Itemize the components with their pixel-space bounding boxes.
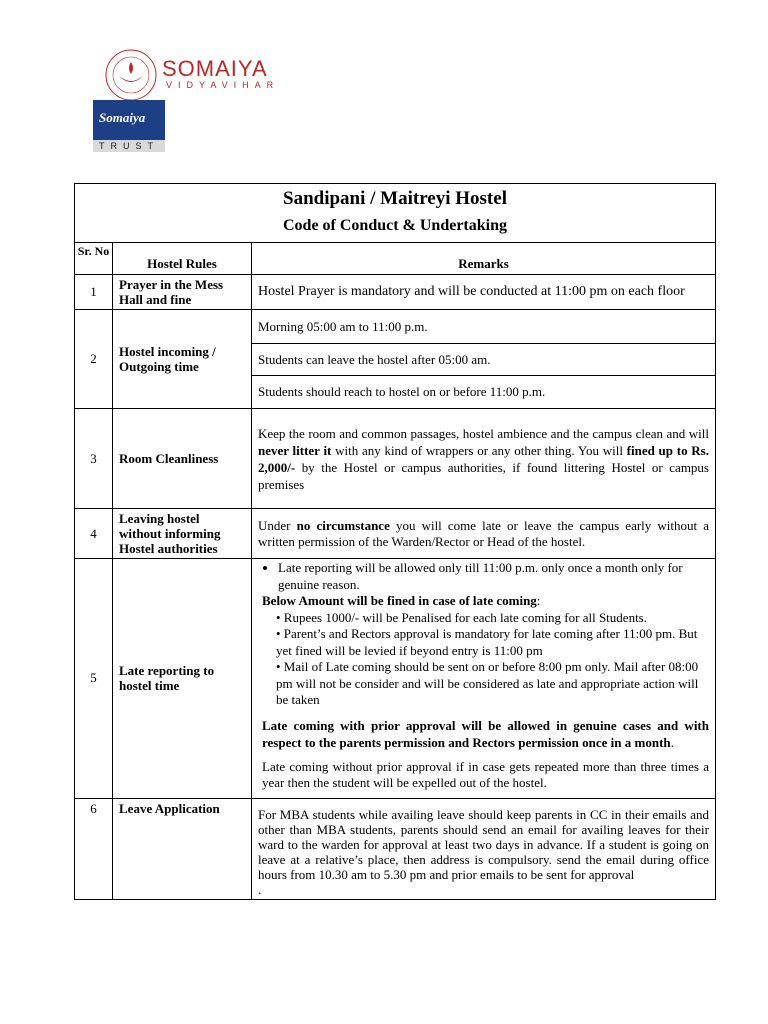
col-hostel-rules: Hostel Rules — [113, 243, 252, 275]
remark-text: by the Hostel or campus authorities, if found littering Hostel or campus premises — [258, 459, 709, 492]
rule-name: Late reporting to hostel time — [113, 559, 252, 799]
list-item: • Parent’s and Rectors approval is mandatory for late coming after 11:00 pm. But yet fined will be levied if beyond entry is 11:00 pm — [276, 626, 698, 658]
remark-text: you will come late or leave the campus early without a written permission of the Warden/Rector or Head of the hostel. — [258, 517, 709, 549]
trust-signature: Somaiya — [99, 110, 146, 125]
row-number: 1 — [75, 275, 113, 310]
prior-approval-note — [258, 717, 709, 751]
somaiya-logo — [104, 48, 294, 98]
remark-emphasis: never litter it — [258, 442, 332, 458]
row-number: 3 — [75, 409, 113, 509]
col-remarks: Remarks — [252, 243, 716, 275]
col-sr-no: Sr. No — [75, 243, 113, 275]
row-number: 6 — [75, 798, 113, 899]
remark-emphasis: no circumstance — [296, 517, 390, 533]
rule-remark — [252, 409, 716, 509]
table-row — [75, 409, 716, 509]
remark-emphasis: fined up to Rs. 2,000/- — [258, 442, 709, 475]
table-title-row — [75, 184, 716, 243]
late-reporting-list — [258, 560, 709, 593]
remark-text: . — [670, 734, 674, 750]
remark-text: Keep the room and common passages, hostel ambience and the campus clean and will — [258, 425, 709, 441]
rule-name: Room Cleanliness — [113, 409, 252, 509]
somaiya-seal-icon — [104, 48, 158, 102]
table-row — [75, 275, 716, 310]
fine-heading-colon: : — [536, 593, 541, 608]
table-row — [75, 559, 716, 799]
row-number: 5 — [75, 559, 113, 799]
leave-application-text: For MBA students while availing leave should keep parents in CC in their emails and other than MBA students, parents should send an email for availing leaves for their ward to the warden for approval at least two days in advance. If a student is going on leave at a relative’s place, then address is compulsory. send the email during office hours from 10.30 am to 5.30 pm and prior emails to be sent for approval — [258, 806, 709, 882]
expulsion-note: Late coming without prior approval if in case gets repeated more than three times a year then the student will be expelled out of the hostel. — [262, 758, 709, 790]
table-row — [75, 509, 716, 559]
brand-name: SOMAIYA — [162, 56, 268, 81]
rule-name: Hostel incoming / Outgoing time — [113, 310, 252, 409]
rule-remark — [252, 509, 716, 559]
rule-remark — [252, 559, 716, 799]
page-subtitle: Code of Conduct & Undertaking — [282, 217, 507, 234]
fine-heading: Below Amount will be fined in case of late coming — [262, 593, 537, 608]
brand-subtitle: VIDYAVIHAR — [166, 80, 280, 90]
page-title: Sandipani / Maitreyi Hostel — [283, 188, 507, 209]
column-header-row — [75, 243, 716, 275]
rule-remark: Morning 05:00 am to 11:00 p.m. — [252, 310, 716, 344]
list-item: • Mail of Late coming should be sent on or before 8:00 pm only. Mail after 08:00 pm will not be consider and will be considered as late and appropriate action will be taken — [276, 659, 699, 707]
table-row — [75, 310, 716, 344]
row-number: 2 — [75, 310, 113, 409]
rule-name: Leave Application — [113, 798, 252, 899]
row-number: 4 — [75, 509, 113, 559]
rule-remark: Hostel Prayer is mandatory and will be conducted at 11:00 pm on each floor — [252, 275, 716, 310]
rule-remark: Students should reach to hostel on or before 11:00 p.m. — [252, 376, 716, 409]
remark-text: Under — [258, 517, 297, 533]
trailing-period: . — [258, 881, 262, 897]
trust-logo — [93, 100, 165, 140]
remark-text: with any kind of wrappers or any other thing. You will — [331, 442, 627, 458]
list-item: • Late reporting will be allowed only till 11:00 p.m. only once a month only for genuine reason. — [278, 560, 709, 593]
trust-label: TRUST — [93, 140, 165, 152]
rule-name: Leaving hostel without informing Hostel authorities — [113, 509, 252, 559]
code-of-conduct-table — [74, 183, 716, 900]
rule-remark: Students can leave the hostel after 05:00 am. — [252, 344, 716, 376]
list-item: • Rupees 1000/- will be Penalised for each late coming for all Students. — [276, 609, 647, 625]
rule-name: Prayer in the Mess Hall and fine — [113, 275, 252, 310]
table-row — [75, 798, 716, 899]
remark-emphasis: Late coming with prior approval will be allowed in genuine cases and with respect to the parents permission and Rectors permission once in a month — [262, 717, 709, 750]
rule-remark — [252, 798, 716, 899]
